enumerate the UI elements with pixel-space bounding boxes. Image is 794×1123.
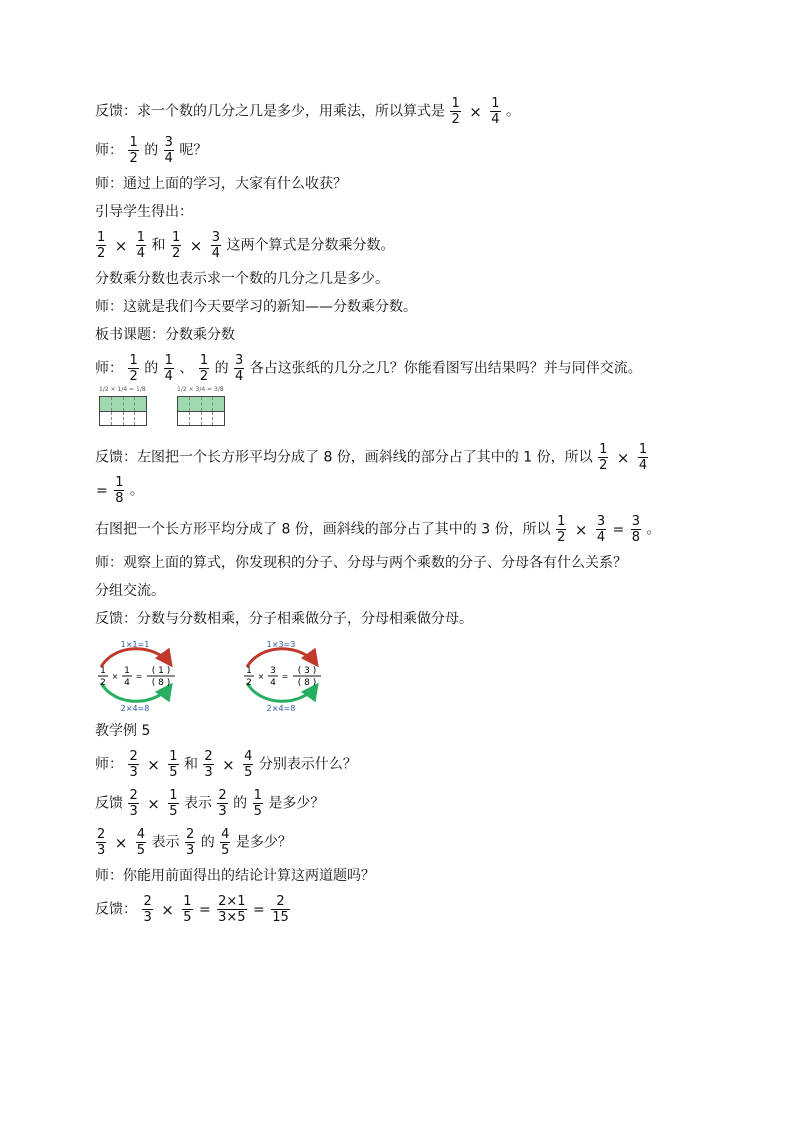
num: 1 <box>97 230 106 245</box>
left-multiplication-diagram <box>95 637 205 713</box>
times-sign: × <box>111 672 119 681</box>
den: 4 <box>164 151 173 166</box>
num: 3 <box>211 230 220 245</box>
bottom-product-label: 2×4=8 <box>120 704 150 713</box>
fraction-three-quarter <box>596 514 606 545</box>
grid-cell <box>100 397 112 411</box>
numerator-2: 3 <box>270 666 276 676</box>
text: 反馈 <box>95 795 123 812</box>
grid-cell <box>178 397 190 411</box>
times-sign: × <box>189 236 203 255</box>
text: 反馈：求一个数的几分之几是多少，用乘法，所以算式是 <box>95 103 445 120</box>
teacher-line-9 <box>95 353 725 384</box>
equals-sign: = <box>281 672 289 681</box>
fraction-half <box>96 230 106 261</box>
text: 。 <box>646 521 661 538</box>
result-denominator: ( 8 ) <box>151 678 171 688</box>
grid-cell <box>202 397 214 411</box>
fraction-half <box>171 230 181 261</box>
grid-cell <box>124 412 136 426</box>
den: 3 <box>185 843 195 858</box>
grid-cell <box>202 412 214 426</box>
fraction-three-eighth <box>631 514 641 545</box>
fraction-two-third <box>96 827 106 858</box>
fraction-half <box>450 96 460 127</box>
equals-sign: = <box>96 482 108 499</box>
num: 1 <box>136 230 146 245</box>
multiplication-diagrams <box>95 637 725 713</box>
text: 和 <box>151 237 166 254</box>
denominator-2: 4 <box>270 678 276 688</box>
times-sign: × <box>257 672 265 681</box>
feedback-left-result <box>95 475 725 506</box>
times-sign: × <box>616 448 630 467</box>
fraction-four-fifth <box>243 749 253 780</box>
left-rectangle-figure <box>99 386 147 426</box>
feedback-line-1 <box>95 96 725 127</box>
text: 的 <box>214 360 229 377</box>
fraction-calc <box>217 894 246 925</box>
numerator-1: 1 <box>100 666 106 676</box>
num: 3 <box>596 514 606 529</box>
feedback-left-line <box>95 442 725 473</box>
num: 3 <box>631 514 641 529</box>
num: 1 <box>129 353 138 368</box>
denominator-1: 2 <box>100 678 106 688</box>
den: 2 <box>129 151 138 166</box>
text: 反馈： <box>95 901 137 918</box>
figure-caption: 1/2 × 1/4 = 1/8 <box>99 386 146 393</box>
text: 这两个算式是分数乘分数。 <box>226 237 395 254</box>
numerator-1: 1 <box>246 666 252 676</box>
den: 5 <box>221 843 230 858</box>
den: 2 <box>599 458 608 473</box>
den: 3 <box>129 765 138 780</box>
num: 2 <box>185 827 195 842</box>
den: 4 <box>164 369 173 384</box>
den: 5 <box>183 910 192 925</box>
num: 4 <box>136 827 146 842</box>
num: 1 <box>199 353 209 368</box>
den: 5 <box>169 765 178 780</box>
equals-sign: = <box>253 901 265 918</box>
den: 4 <box>211 246 220 261</box>
question-line-1: 师：观察上面的算式，你发现积的分子、分母与两个乘数的分子、分母各有什么关系？ <box>95 555 627 571</box>
num: 2×1 <box>218 894 246 909</box>
example-question-line <box>95 749 725 780</box>
fraction-eighth <box>114 475 124 506</box>
fraction-quarter <box>490 96 500 127</box>
example-answer-line-2 <box>95 827 725 858</box>
fraction-half <box>128 353 138 384</box>
den: 2 <box>171 246 181 261</box>
num: 2 <box>129 749 138 764</box>
num: 2 <box>129 788 138 803</box>
example-question-line-2: 师：你能用前面得出的结论计算这两道题吗？ <box>95 868 375 884</box>
text: 。 <box>505 103 520 120</box>
num: 1 <box>169 788 178 803</box>
text: 反馈：左图把一个长方形平均分成了 8 份，画斜线的部分占了其中的 1 份，所以 <box>95 449 593 466</box>
text: 师： <box>95 360 123 377</box>
den: 5 <box>169 804 178 819</box>
grid-cell <box>135 412 146 426</box>
num: 3 <box>235 353 244 368</box>
fraction-three-quarter <box>211 230 221 261</box>
grid-cell <box>112 412 124 426</box>
fraction-quarter <box>164 353 174 384</box>
grid-cell <box>213 397 224 411</box>
num: 2 <box>97 827 106 842</box>
question-line-2: 分组交流。 <box>95 583 165 599</box>
times-sign: × <box>469 102 482 121</box>
text: 的 <box>233 795 248 812</box>
text: 表示 <box>183 795 212 812</box>
top-arrow <box>247 649 317 667</box>
grid-cell <box>135 397 146 411</box>
fraction-half <box>128 135 138 166</box>
num: 4 <box>244 749 253 764</box>
figure-caption: 1/2 × 3/4 = 3/8 <box>177 386 224 393</box>
fraction-two-third <box>142 894 152 925</box>
text: 、 <box>179 360 194 377</box>
num: 2 <box>271 894 290 910</box>
equals-sign: = <box>612 521 625 538</box>
top-arrow <box>101 649 171 667</box>
rectangle-figures <box>99 386 725 436</box>
top-product-label: 1×1=1 <box>120 640 150 649</box>
times-sign: × <box>222 755 235 774</box>
right-multiplication-diagram <box>241 637 351 713</box>
num: 1 <box>169 749 178 764</box>
num: 1 <box>129 135 138 150</box>
grid-cell <box>190 412 202 426</box>
fraction-two-third <box>128 749 138 780</box>
grid-cell <box>213 412 224 426</box>
num: 2 <box>204 749 213 764</box>
teacher-line-7: 师：这就是我们今天要学习的新知——分数乘分数。 <box>95 299 417 315</box>
fraction-fifth <box>168 749 178 780</box>
feedback-right-line <box>95 514 725 545</box>
fraction-four-fifth <box>136 827 146 858</box>
board-title-line: 板书课题：分数乘分数 <box>95 327 235 343</box>
example-5-title: 教学例 5 <box>95 723 151 739</box>
text: 和 <box>183 756 198 773</box>
result-denominator: ( 8 ) <box>297 678 317 688</box>
text: 的 <box>200 834 215 851</box>
fraction-four-fifth <box>220 827 230 858</box>
example-answer-line-3 <box>95 894 725 925</box>
den: 8 <box>631 530 641 545</box>
den: 3 <box>204 765 213 780</box>
teacher-line-2 <box>95 135 725 166</box>
teacher-line-3: 师：通过上面的学习，大家有什么收获？ <box>95 176 347 192</box>
num: 1 <box>491 96 500 111</box>
num: 1 <box>171 230 181 245</box>
fraction-half <box>199 353 209 384</box>
fraction-quarter <box>136 230 146 261</box>
summary-line: 分数乘分数也表示求一个数的几分之几是多少。 <box>95 271 389 287</box>
text: 。 <box>129 482 144 499</box>
document-body <box>95 96 725 933</box>
den: 3×5 <box>218 910 246 925</box>
den: 5 <box>136 843 146 858</box>
example-answer-line-1 <box>95 788 725 819</box>
fraction-result <box>271 894 290 925</box>
num: 1 <box>638 442 648 457</box>
den: 2 <box>557 530 566 545</box>
grid-row <box>100 412 146 426</box>
den: 3 <box>129 804 138 819</box>
grid-row <box>178 397 224 412</box>
text: 右图把一个长方形平均分成了 8 份，画斜线的部分占了其中的 3 份，所以 <box>95 521 551 538</box>
num: 1 <box>164 353 173 368</box>
right-rectangle-figure <box>177 386 225 426</box>
den: 15 <box>272 910 289 925</box>
fraction-two-third <box>217 788 227 819</box>
den: 2 <box>97 246 106 261</box>
result-numerator: ( 3 ) <box>297 666 317 676</box>
fraction-fifth <box>168 788 178 819</box>
fraction-two-third <box>203 749 213 780</box>
fraction-quarter <box>638 442 648 473</box>
num: 2 <box>218 788 227 803</box>
den: 4 <box>638 458 648 473</box>
den: 4 <box>491 112 500 127</box>
rectangle-grid <box>177 396 225 426</box>
text: 师： <box>95 756 123 773</box>
guide-line: 引导学生得出： <box>95 204 193 220</box>
fraction-fifth <box>253 788 263 819</box>
fraction-three-quarter <box>234 353 244 384</box>
den: 5 <box>253 804 262 819</box>
num: 1 <box>557 514 566 529</box>
fraction-half <box>556 514 566 545</box>
den: 3 <box>218 804 227 819</box>
den: 4 <box>235 369 244 384</box>
times-sign: × <box>147 755 160 774</box>
text: 分别表示什么？ <box>258 756 357 773</box>
denominator-2: 4 <box>124 678 130 688</box>
fraction-fifth <box>182 894 192 925</box>
grid-row <box>100 397 146 412</box>
top-product-label: 1×3=3 <box>266 640 296 649</box>
num: 1 <box>183 894 192 909</box>
text: 表示 <box>151 834 180 851</box>
num: 2 <box>143 894 152 909</box>
rectangle-grid <box>99 396 147 426</box>
den: 2 <box>129 369 138 384</box>
fraction-half <box>598 442 608 473</box>
grid-cell <box>112 397 124 411</box>
grid-cell <box>178 412 190 426</box>
text: 是多少？ <box>235 834 292 851</box>
result-numerator: ( 1 ) <box>151 666 171 676</box>
den: 2 <box>199 369 209 384</box>
equals-sign: = <box>198 901 211 918</box>
question-line-3: 反馈：分数与分数相乘，分子相乘做分子，分母相乘做分母。 <box>95 611 473 627</box>
num: 1 <box>115 475 124 490</box>
num: 1 <box>451 96 460 111</box>
times-sign: × <box>574 520 588 539</box>
bottom-product-label: 2×4=8 <box>266 704 296 713</box>
grid-cell <box>124 397 136 411</box>
text: 师： <box>95 142 123 159</box>
den: 2 <box>451 112 460 127</box>
fraction-three-quarter <box>164 135 174 166</box>
text: 是多少？ <box>268 795 325 812</box>
text: 呢？ <box>179 142 208 159</box>
denominator-1: 2 <box>246 678 252 688</box>
den: 4 <box>136 246 146 261</box>
text: 的 <box>144 142 159 159</box>
num: 4 <box>221 827 230 842</box>
times-sign: × <box>161 900 174 919</box>
num: 3 <box>164 135 173 150</box>
grid-cell <box>100 412 112 426</box>
grid-cell <box>190 397 202 411</box>
numerator-2: 1 <box>124 666 130 676</box>
grid-row <box>178 412 224 426</box>
den: 5 <box>244 765 253 780</box>
times-sign: × <box>147 794 160 813</box>
fraction-two-third <box>185 827 195 858</box>
fraction-two-third <box>128 788 138 819</box>
times-sign: × <box>114 236 128 255</box>
den: 8 <box>115 491 124 506</box>
den: 3 <box>143 910 152 925</box>
text: 各占这张纸的几分之几？你能看图写出结果吗？并与同伴交流。 <box>249 360 642 377</box>
num: 1 <box>599 442 608 457</box>
text: 的 <box>144 360 159 377</box>
equals-sign: = <box>135 672 143 681</box>
times-sign: × <box>114 833 128 852</box>
formula-line <box>95 230 725 261</box>
den: 3 <box>97 843 106 858</box>
num: 1 <box>253 788 262 803</box>
den: 4 <box>596 530 606 545</box>
